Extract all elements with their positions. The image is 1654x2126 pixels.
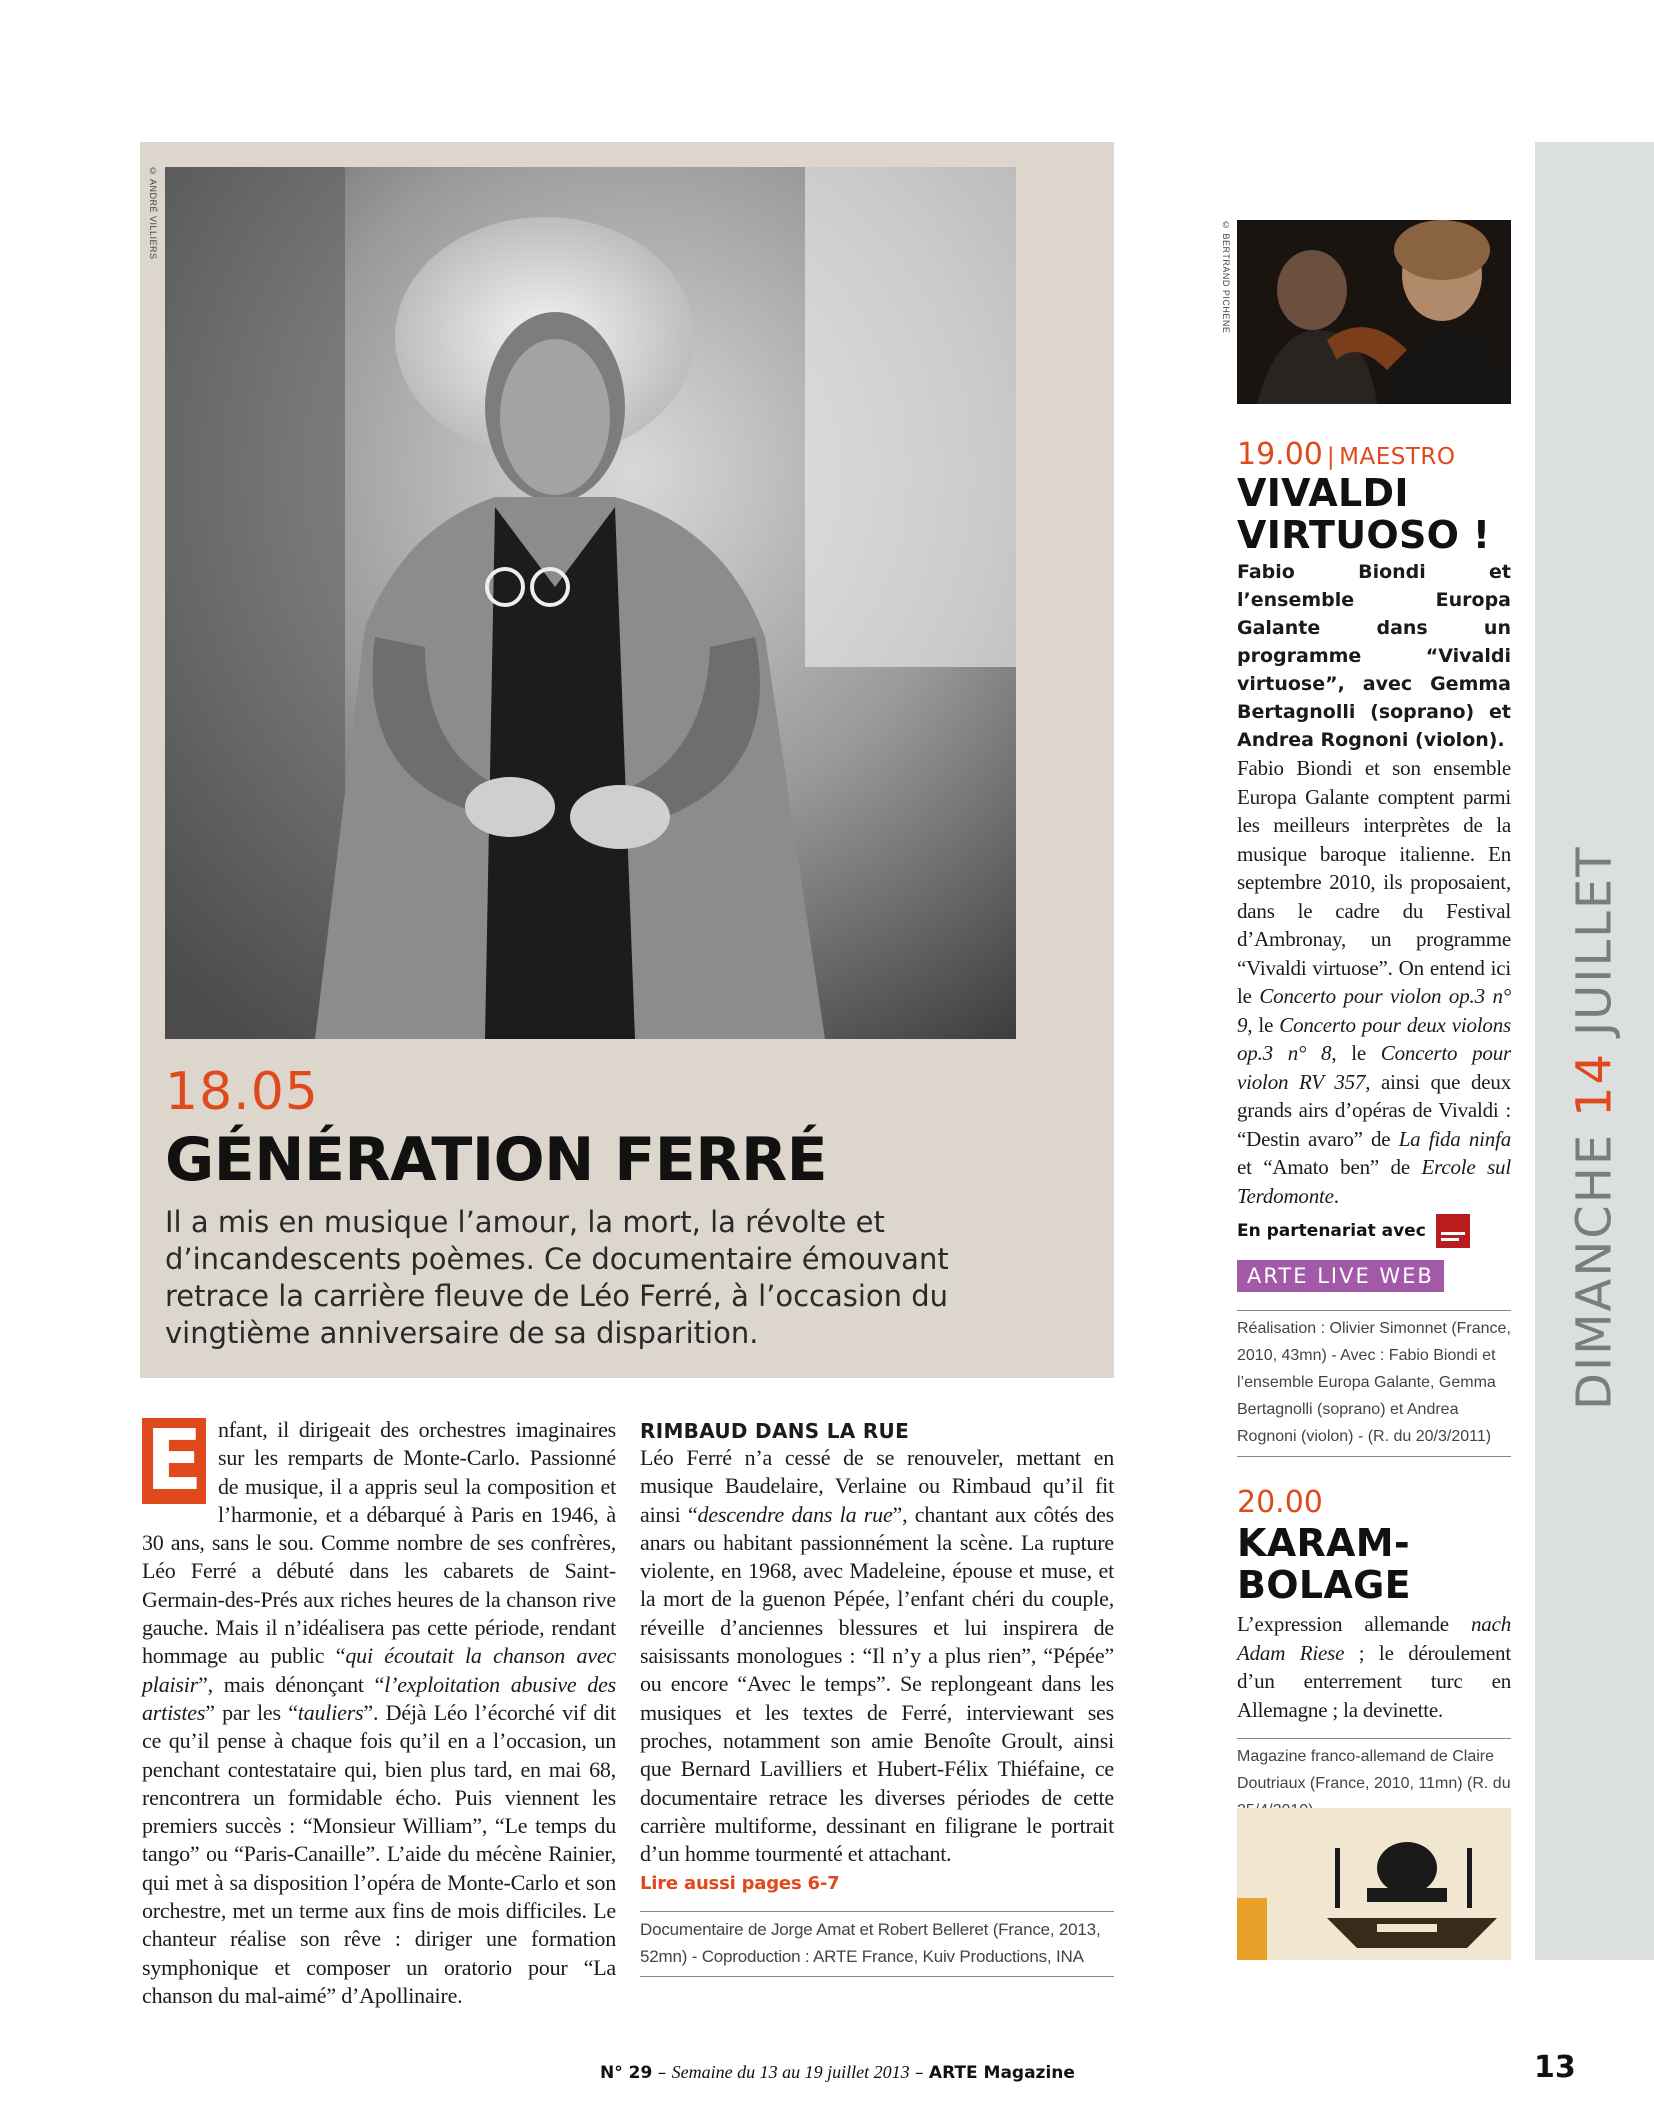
program2-title: KARAM-BOLAGE xyxy=(1237,1521,1411,1607)
program1-photo-credit: © BERTRAND PICHENE xyxy=(1221,220,1231,334)
feature-photo xyxy=(165,167,1016,1039)
article-column-2-text: Léo Ferré n’a cessé de se renouveler, mettant en musique Baudelaire, Verlaine ou Rimbaud qu’il fit ainsi “descendre dans la rue”, chantant aux côtés des anars ou habitant passionnément la scène. La rupture violente, en 1968, avec Madeleine, épouse et muse, et la mort de la guenon Pépée, l’enfant chéri du couple, réveille d’anciennes blessures et lui inspirera de saisissants monologues : “Il n’y a plus rien”, “Pépée” ou encore “Avec le temps”. Se replongeant dans les musiques et les textes de Ferré, interviewant ses proches, notamment son amie Benoîte Groult, ainsi que Bernard Lavilliers et Hubert-Félix Thiéfaine, ce documentaire retrace les diverses périodes de cette carrière multiforme, dessinant en filigrane le portrait d’un homme tourmenté et attachant. xyxy=(640,1445,1115,1867)
program1-credits: Réalisation : Olivier Simonnet (France, 2010, 43mn) - Avec : Fabio Biondi et l’ensemble Europa Galante, Gemma Bertagnolli (soprano) et Andrea Rognoni (violon) - (R. du 20/3/2011) xyxy=(1237,1310,1511,1457)
program1 xyxy=(1237,437,1512,1457)
article-subhead: RIMBAUD DANS LA RUE xyxy=(640,1419,910,1443)
partner-label: En partenariat avec xyxy=(1237,1221,1426,1241)
feature-lead: Il a mis en musique l’amour, la mort, la révolte et d’incandescents poèmes. Ce documentaire émouvant retrace la carrière fleuve de Léo Ferré, à l’occasion du vingtième anniversaire de sa disparition. xyxy=(165,1205,949,1350)
article-column-2 xyxy=(640,1418,1114,1977)
feature-photo-credit: © ANDRÉ VILLIERS xyxy=(148,166,158,260)
program1-title: VIVALDI VIRTUOSO ! xyxy=(1237,471,1491,557)
article-credits: Documentaire de Jorge Amat et Robert Belleret (France, 2013, 52mn) - Coproduction : ARTE France, Kuiv Productions, INA xyxy=(640,1911,1114,1977)
program1-separator: | xyxy=(1326,444,1336,470)
program1-lead: Fabio Biondi et l’ensemble Europa Galante dans un programme “Vivaldi virtuose”, avec Gemma Bertagnolli (soprano) et Andrea Rognoni (violon). xyxy=(1237,561,1511,751)
feature-time: 18.05 xyxy=(165,1062,319,1122)
page-number: 13 xyxy=(1534,2050,1576,2085)
see-also-link[interactable]: Lire aussi pages 6-7 xyxy=(640,1873,840,1895)
program2-time: 20.00 xyxy=(1237,1485,1323,1520)
program1-tag: MAESTRO xyxy=(1339,444,1456,470)
issue-number: N° 29 xyxy=(600,2063,653,2083)
partner-logo xyxy=(1436,1214,1470,1248)
program2-body: L’expression allemande nach Adam Riese ; le déroulement d’un enterrement turc en Allemagne ; la devinette. xyxy=(1237,1612,1511,1722)
date-month: JUILLET xyxy=(1566,845,1623,1036)
issue-week: Semaine du 13 au 19 juillet 2013 xyxy=(671,2062,910,2082)
feature-title: GÉNÉRATION FERRÉ xyxy=(165,1125,828,1195)
date-day: DIMANCHE xyxy=(1566,1132,1623,1410)
program2-photo xyxy=(1237,1808,1511,1960)
program1-body: Fabio Biondi et son ensemble Europa Galante comptent parmi les meilleurs interprètes de la musique baroque italienne. En septembre 2010, ils proposaient, dans le cadre du Festival d’Ambronay, un programme “Vivaldi virtuose”. On entend ici le Concerto pour violon op.3 n° 9, le Concerto pour deux violons op.3 n° 8, le Concerto pour violon RV 357, ainsi que deux grands airs d’opéras de Vivaldi : “Destin avaro” de La fida ninfa et “Amato ben” de Ercole sul Terdomonte. xyxy=(1237,756,1512,1208)
arte-live-web-badge[interactable]: ARTE LIVE WEB xyxy=(1237,1260,1444,1292)
magazine-name: ARTE Magazine xyxy=(928,2063,1075,2083)
program2-credits: Magazine franco-allemand de Claire Doutriaux (France, 2010, 11mn) (R. du xyxy=(1237,1738,1511,1831)
date-label xyxy=(1535,790,1654,1410)
program1-photo xyxy=(1237,220,1511,404)
program1-time: 19.00 xyxy=(1237,437,1323,472)
article-column-1: E nfant, il dirigeait des orchestres imaginaires sur les remparts de Monte-Carlo. Passionné de musique, il a appris seul la composition et l’harmonie, et a débarqué à Paris en 1946, à 30 ans, sans le sou. Comme nombre de ses confrères, Léo Ferré a débuté dans les cabarets de Saint-Germain-des-Prés aux riches heures de la chanson rive gauche. Mais il n’idéalisera pas cette période, rendant hommage au public “qui écoutait la chanson avec plaisir”, mais dénonçant “l’exploitation abusive des artistes” par les “tauliers”. Déjà Léo l’écorché vif dit ce qu’il pense à chaque fois qu’il en a l’occasion, un penchant contestataire qui, bien plus tard, en mai 68, rencontrera un formidable écho. Puis viennent les premiers succès : “Monsieur William”, “Le temps du tango” ou “Paris-Canaille”. L’aide du mécène Rainier, qui met à sa disposition l’opéra de Monte-Carlo et son orchestre, met un terme aux fins de mois difficiles. Le chanteur réalise son rêve : diriger une formation symphonique et composer un oratorio pour “La chanson du mal-aimé” d’Apollinaire. xyxy=(142,1411,617,2008)
footer: N° 29 – Semaine du 13 au 19 juillet 2013 – ARTE Magazine xyxy=(600,2062,1075,2083)
date-number: 14 xyxy=(1566,1051,1623,1117)
drop-cap: E xyxy=(142,1418,206,1504)
program2 xyxy=(1237,1485,1511,1831)
